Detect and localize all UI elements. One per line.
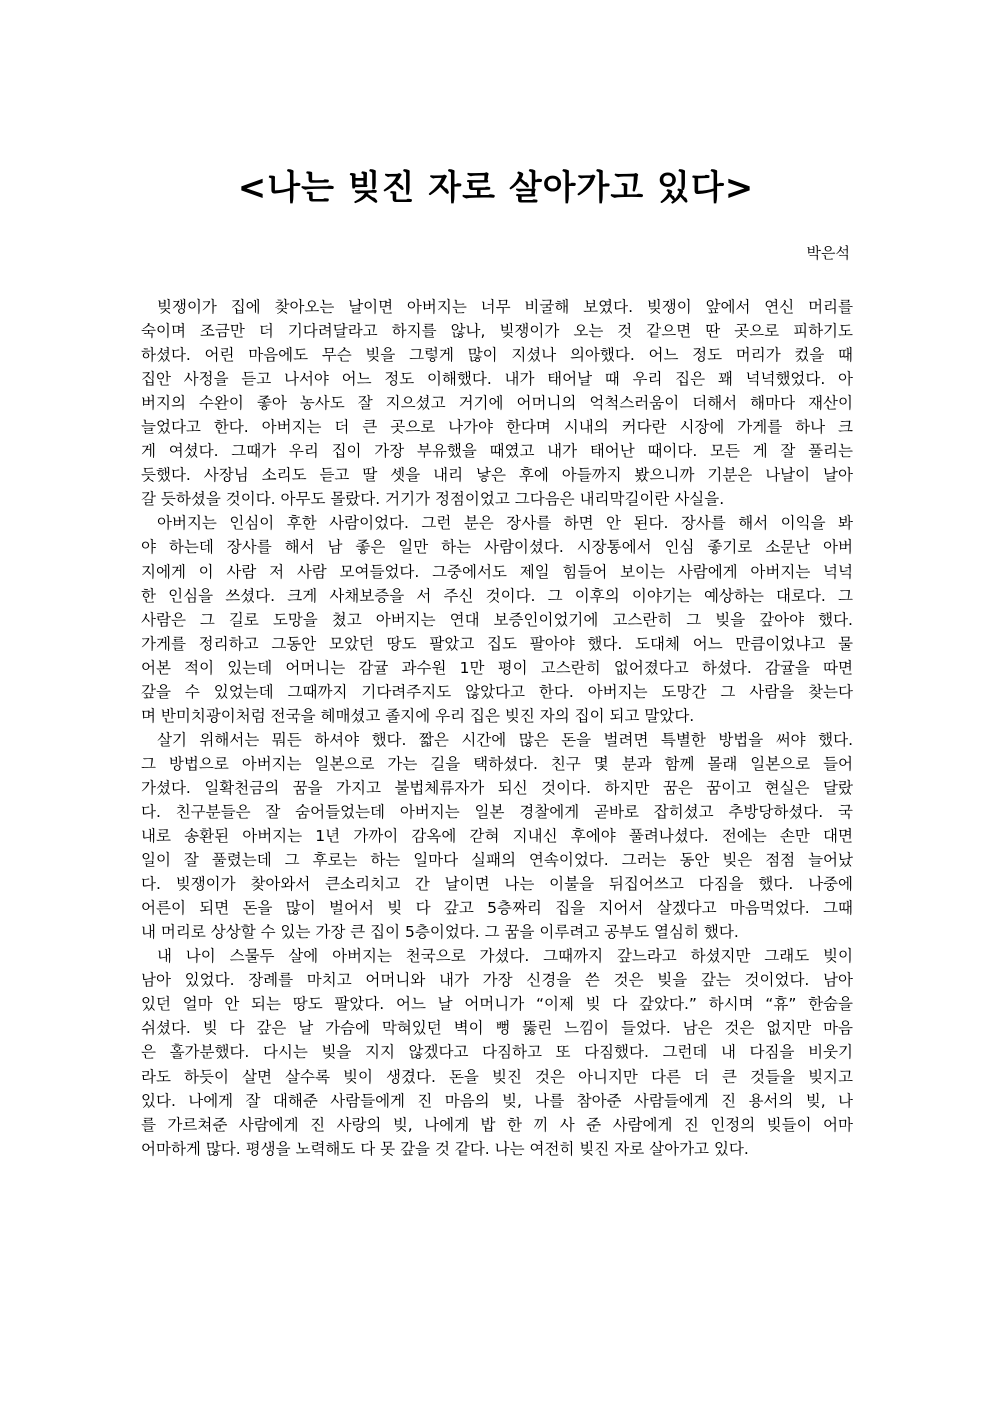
text-line: 내 머리로 상상할 수 있는 가장 큰 집이 5층이었다. 그 꿈을 이루려고 공부도 열심히 했다.	[141, 923, 739, 942]
text-line: 지에게 이 사람 저 사람 모여들었다. 그중에서도 제일 힘들어 보이는 사람에게 아버지는 넉넉	[141, 562, 853, 581]
text-line: 있다. 나에게 잘 대해준 사람들에게 진 마음의 빚, 나를 참아준 사람들에게 진 용서의 빚, 나	[141, 1091, 853, 1110]
text-line: 어마하게 많다. 평생을 노력해도 다 못 갚을 것 같다. 나는 여전히 빚진 자로 살아가고 있다.	[141, 1139, 749, 1158]
text-line: 남아 있었다. 장례를 마치고 어머니와 내가 가장 신경을 쓴 것은 빚을 갚는 것이었다. 남아	[141, 971, 853, 990]
text-line: 갚을 수 있었는데 그때까지 기다려주지도 않았다고 한다. 아버지는 도망간 그 사람을 찾는다	[141, 682, 853, 701]
document-body	[141, 295, 853, 1161]
text-line: 를 가르쳐준 사람에게 진 사랑의 빚, 나에게 밥 한 끼 사 준 사람에게 진 인정의 빚들이 어마	[141, 1115, 853, 1134]
text-line: 야 하는데 장사를 해서 남 좋은 일만 하는 사람이셨다. 시장통에서 인심 좋기로 소문난 아버	[141, 538, 853, 557]
text-line: 가셨다. 일확천금의 꿈을 가지고 불법체류자가 되신 것이다. 하지만 꿈은 꿈이고 현실은 달랐	[141, 778, 853, 797]
paragraph	[141, 944, 853, 1160]
text-line: 있던 얼마 안 되는 땅도 팔았다. 어느 날 어머니가 “이제 빚 다 갚았다.” 하시며 “휴” 한숨을	[141, 995, 853, 1014]
paragraph	[141, 728, 853, 944]
text-line: 내 나이 스물두 살에 아버지는 천국으로 가셨다. 그때까지 갚느라고 하셨지만 그래도 빚이	[157, 947, 853, 966]
text-line: 게 여셨다. 그때가 우리 집이 가장 부유했을 때였고 내가 태어난 때이다. 모든 게 잘 풀리는	[141, 442, 853, 461]
text-line: 은 홀가분했다. 다시는 빚을 지지 않겠다고 다짐하고 또 다짐했다. 그런데 내 다짐을 비웃기	[141, 1043, 853, 1062]
text-line: 빚쟁이가 집에 찾아오는 날이면 아버지는 너무 비굴해 보였다. 빚쟁이 앞에서 연신 머리를	[157, 298, 853, 316]
text-line: 살기 위해서는 뭐든 하셔야 했다. 짧은 시간에 많은 돈을 벌려면 특별한 방법을 써야 했다.	[157, 730, 853, 749]
text-line: 다. 빚쟁이가 찾아와서 큰소리치고 간 날이면 나는 이불을 뒤집어쓰고 다짐을 했다. 나중에	[141, 875, 853, 894]
text-line: 하셨다. 어린 마음에도 무슨 빚을 그렇게 많이 지셨나 의아했다. 어느 정도 머리가 컸을 때	[141, 346, 853, 365]
paragraph	[141, 295, 853, 511]
text-line: 어른이 되면 돈을 많이 벌어서 빚 다 갚고 5층짜리 집을 지어서 살겠다고 마음먹었다. 그때	[141, 899, 853, 918]
text-line: 갈 듯하셨을 것이다. 아무도 몰랐다. 거기가 정점이었고 그다음은 내리막길이란 사실을.	[141, 490, 725, 509]
paragraph	[141, 511, 853, 727]
text-line: 며 반미치광이처럼 전국을 헤매셨고 졸지에 우리 집은 빚진 자의 집이 되고 말았다.	[141, 706, 695, 725]
text-line: 라도 하듯이 살면 살수록 빚이 생겼다. 돈을 빚진 것은 아니지만 다른 더 큰 것들을 빚지고	[141, 1067, 853, 1086]
text-line: 어본 적이 있는데 어머니는 감귤 과수원 1만 평이 고스란히 없어졌다고 하셨다. 감귤을 따면	[141, 658, 853, 677]
text-line: 아버지는 인심이 후한 사람이었다. 그런 분은 장사를 하면 안 된다. 장사를 해서 이익을 봐	[157, 514, 853, 533]
text-line: 듯했다. 사장님 소리도 듣고 딸 셋을 내리 낳은 후에 아들까지 봤으니까 기분은 나날이 날아	[141, 466, 853, 485]
text-line: 사람은 그 길로 도망을 쳤고 아버지는 연대 보증인이었기에 고스란히 그 빚을 갚아야 했다.	[141, 610, 853, 629]
text-line: 숙이며 조금만 더 기다려달라고 하지를 않나, 빚쟁이가 오는 것 같으면 딴 곳으로 피하기도	[141, 322, 853, 341]
text-line: 가게를 정리하고 그동안 모았던 땅도 팔았고 집도 팔아야 했다. 도대체 어느 만큼이었냐고 물	[141, 634, 853, 653]
text-line: 내로 송환된 아버지는 1년 가까이 감옥에 갇혀 지내신 후에야 풀려나셨다. 전에는 손만 대면	[141, 827, 853, 846]
author-name: 박은석	[806, 244, 850, 262]
text-line: 집안 사정을 듣고 나서야 어느 정도 이해했다. 내가 태어날 때 우리 집은 꽤 넉넉했었다. 아	[141, 370, 853, 389]
text-line: 일이 잘 풀렸는데 그 후로는 하는 일마다 실패의 연속이었다. 그러는 동안 빚은 점점 늘어났	[141, 851, 853, 870]
text-line: 그 방법으로 아버지는 일본으로 가는 길을 택하셨다. 친구 몇 분과 함께 몰래 일본으로 들어	[141, 754, 853, 773]
text-line: 버지의 수완이 좋아 농사도 잘 지으셨고 거기에 어머니의 억척스러움이 더해서 해마다 재산이	[141, 394, 853, 413]
text-line: 늘었다고 한다. 아버지는 더 큰 곳으로 나가야 한다며 시내의 커다란 시장에 가게를 하나 크	[141, 418, 853, 437]
text-line: 다. 친구분들은 잘 숨어들었는데 아버지는 일본 경찰에게 곧바로 잡히셨고 추방당하셨다. 국	[141, 802, 853, 821]
text-line: 쉬셨다. 빚 다 갚은 날 가슴에 막혀있던 벽이 뻥 뚫린 느낌이 들었다. 남은 것은 없지만 마음	[141, 1019, 853, 1038]
document-title: <나는 빚진 자로 살아가고 있다>	[237, 168, 755, 208]
text-line: 한 인심을 쓰셨다. 크게 사채보증을 서 주신 것이다. 그 이후의 이야기는 예상하는 대로다. 그	[141, 586, 853, 605]
